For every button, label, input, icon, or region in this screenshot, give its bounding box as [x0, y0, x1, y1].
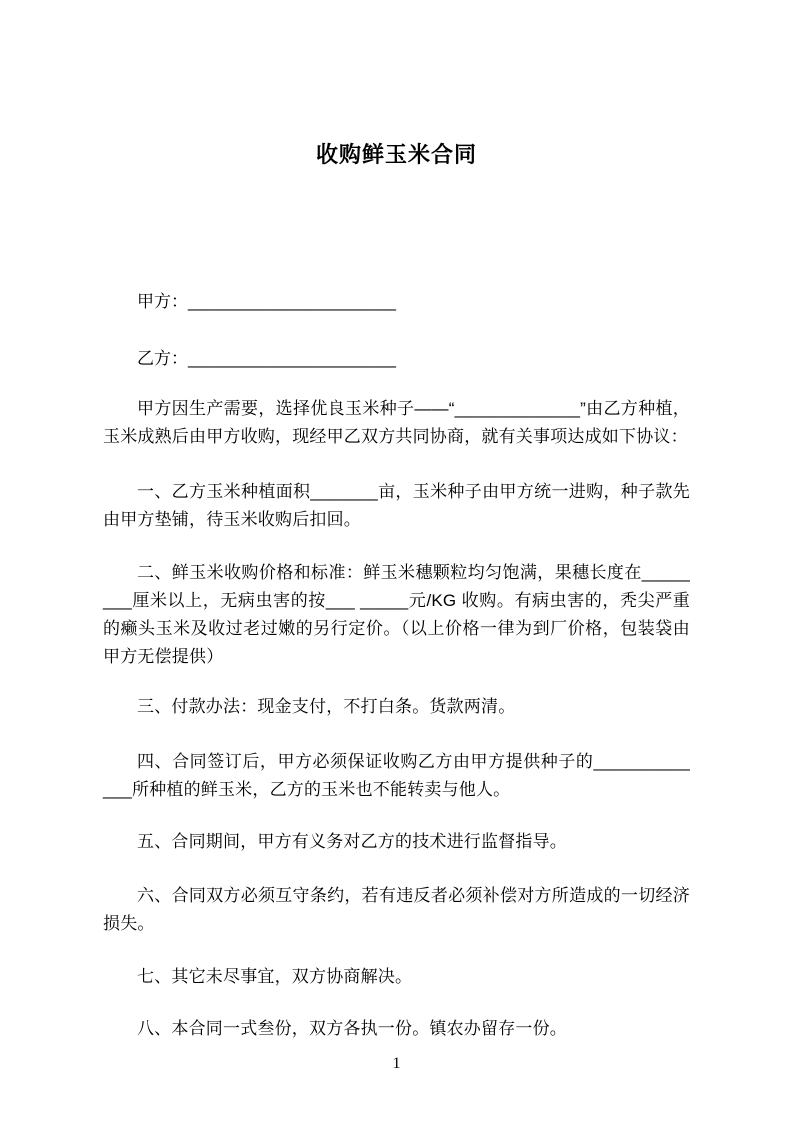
- party-a-label: 甲方：: [137, 292, 188, 311]
- contract-clause-2: 二、鲜玉米收购价格和标准：鲜玉米穗颗粒均匀饱满，果穗长度在________厘米以上，无病虫害的按___ _____元/KG 收购。有病虫害的，秃尖严重的癞头玉米及收过老过嫩的另行定价。（以上价格一律为到厂价格，包装袋由甲方无偿提供）: [103, 563, 690, 666]
- page-number: 1: [392, 1055, 401, 1072]
- contract-clause-1: 一、乙方玉米种植面积_______亩，玉米种子由甲方统一进购，种子款先由甲方垫铺，待玉米收购后扣回。: [103, 482, 690, 529]
- party-b-line: [103, 345, 690, 373]
- contract-intro-paragraph: 甲方因生产需要，选择优良玉米种子——“_____________”由乙方种植，玉米成熟后由甲方收购，现经甲乙双方共同协商，就有关事项达成如下协议：: [103, 399, 690, 446]
- party-a-line: [103, 288, 690, 316]
- contract-clause-7: 七、其它未尽事宜，双方协商解决。: [137, 967, 413, 986]
- contract-clause-5: 五、合同期间，甲方有义务对乙方的技术进行监督指导。: [137, 832, 567, 851]
- party-a-blank-field: ______________________: [188, 292, 397, 311]
- contract-clause-3: 三、付款办法：现金支付，不打白条。货款两清。: [137, 697, 516, 716]
- contract-clause-4: 四、合同签订后，甲方必须保证收购乙方由甲方提供种子的_____________所种植的鲜玉米，乙方的玉米也不能转卖与他人。: [103, 752, 690, 799]
- document-title: 收购鲜玉米合同: [315, 142, 477, 167]
- contract-clause-8: 八、本合同一式叁份，双方各执一份。镇农办留存一份。: [137, 1019, 567, 1038]
- party-b-blank-field: ______________________: [188, 349, 397, 368]
- party-b-label: 乙方：: [137, 349, 188, 368]
- contract-clause-6: 六、合同双方必须互守条约，若有违反者必须补偿对方所造成的一切经济损失。: [103, 886, 690, 933]
